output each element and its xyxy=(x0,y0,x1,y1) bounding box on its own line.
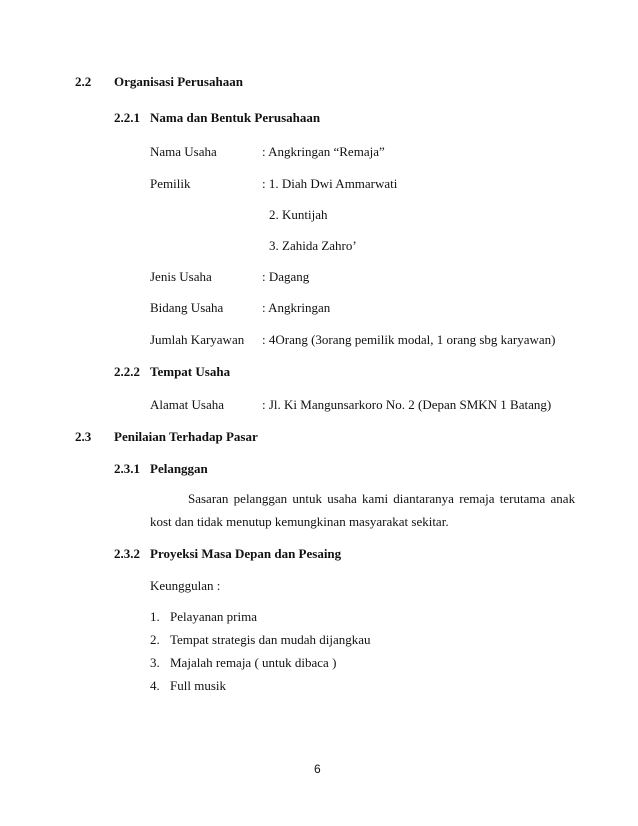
field-value: : Jl. Ki Mangunsarkoro No. 2 (Depan SMKN 1 Batang) xyxy=(262,397,552,412)
list-item: Majalah remaja ( untuk dibaca ) xyxy=(170,655,337,670)
field-label: Jenis Usaha xyxy=(150,269,212,284)
field-value: : Dagang xyxy=(262,269,310,284)
list-item-number: 4. xyxy=(150,678,160,693)
section-number: 2.2 xyxy=(75,74,92,89)
field-value: : Angkringan xyxy=(262,300,331,315)
section-title: Organisasi Perusahaan xyxy=(114,74,243,89)
field-value: : 4Orang (3orang pemilik modal, 1 orang sbg karyawan) xyxy=(262,332,556,347)
list-item-number: 1. xyxy=(150,609,160,624)
list-item-number: 3. xyxy=(150,655,160,670)
field-value: 3. Zahida Zahro’ xyxy=(269,238,357,253)
subsection-title: Proyeksi Masa Depan dan Pesaing xyxy=(150,546,342,561)
list-item: Pelayanan prima xyxy=(170,609,257,624)
subsection-title: Tempat Usaha xyxy=(150,364,231,379)
subsection-number: 2.2.2 xyxy=(114,364,140,379)
list-item: Full musik xyxy=(170,678,226,693)
subsection-title: Pelanggan xyxy=(150,461,208,476)
field-label: Bidang Usaha xyxy=(150,300,224,315)
field-label: Pemilik xyxy=(150,176,191,191)
list-item: Tempat strategis dan mudah dijangkau xyxy=(170,632,371,647)
page-number: 6 xyxy=(314,762,321,776)
section-title: Penilaian Terhadap Pasar xyxy=(114,429,258,444)
list-intro: Keunggulan : xyxy=(150,578,221,593)
subsection-number: 2.3.1 xyxy=(114,461,140,476)
field-label: Alamat Usaha xyxy=(150,397,225,412)
paragraph-line: Sasaran pelanggan untuk usaha kami diantaranya remaja terutama anak xyxy=(188,491,576,506)
field-value: 2. Kuntijah xyxy=(269,207,328,222)
subsection-title: Nama dan Bentuk Perusahaan xyxy=(150,110,321,125)
field-value: : 1. Diah Dwi Ammarwati xyxy=(262,176,398,191)
field-label: Nama Usaha xyxy=(150,144,217,159)
field-value: : Angkringan “Remaja” xyxy=(262,144,385,159)
section-number: 2.3 xyxy=(75,429,92,444)
subsection-number: 2.3.2 xyxy=(114,546,140,561)
field-label: Jumlah Karyawan xyxy=(150,332,245,347)
paragraph-line: kost dan tidak menutup kemungkinan masyarakat sekitar. xyxy=(150,514,449,529)
list-item-number: 2. xyxy=(150,632,160,647)
subsection-number: 2.2.1 xyxy=(114,110,140,125)
